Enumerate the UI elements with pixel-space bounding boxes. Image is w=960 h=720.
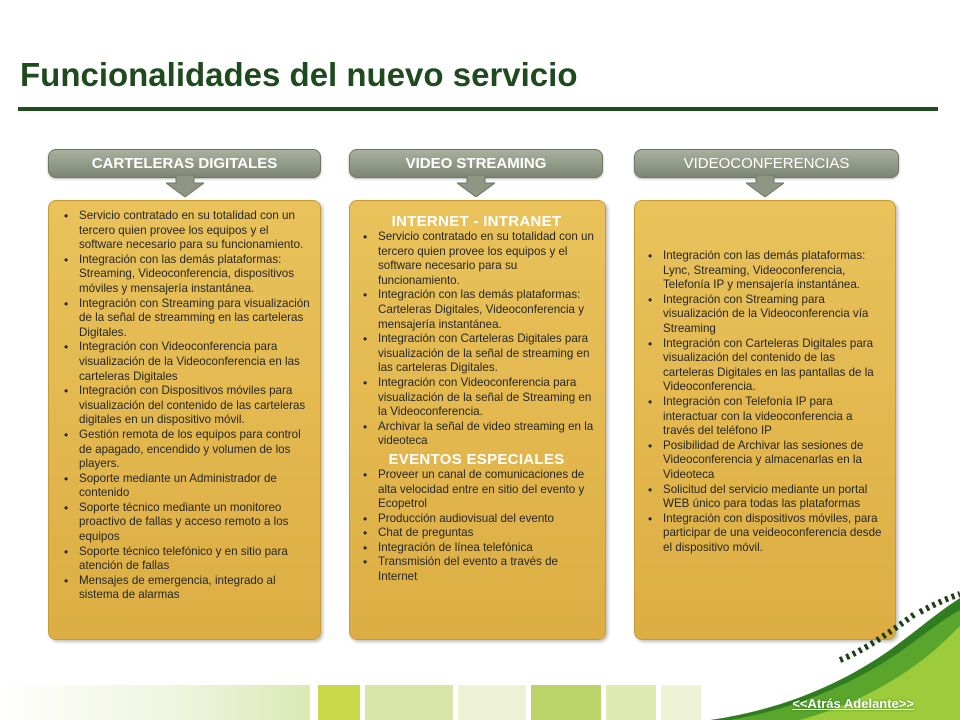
list-item: • Integración con Carteleras Digitales para visualización de la señal de streaming en las carteleras Digitales. bbox=[378, 332, 599, 376]
list-item: • Integración con dispositivos móviles, para participar de una veideoconferencia desde el dispositivo móvil. bbox=[663, 512, 887, 556]
videoconferencias-list bbox=[639, 249, 887, 555]
list-item: • Integración con las demás plataformas: Lync, Streaming, Videoconferencia, Telefonía IP y mensajería instantánea. bbox=[663, 249, 887, 293]
header-videoconferencias: VIDEOCONFERENCIAS bbox=[634, 149, 899, 178]
list-item: • Posibilidad de Archivar las sesiones de Videoconferencia y almacenarlas en la Videoteca bbox=[663, 439, 887, 483]
list-item: • Producción audiovisual del evento bbox=[378, 512, 599, 527]
list-item: • Soporte mediante un Administrador de contenido bbox=[79, 472, 312, 501]
list-item: • Chat de preguntas bbox=[378, 526, 599, 541]
forward-link[interactable]: Adelante>> bbox=[843, 696, 914, 711]
list-item: • Proveer un canal de comunicaciones de alta velocidad entre en sitio del evento y Ecopetrol bbox=[378, 468, 599, 512]
page-title: Funcionalidades del nuevo servicio bbox=[20, 56, 578, 93]
title-divider bbox=[18, 107, 938, 111]
list-item: • Solicitud del servicio mediante un portal WEB único para todas las plataformas bbox=[663, 483, 887, 512]
nav-back-forward-link[interactable] bbox=[792, 696, 914, 711]
arrow-down-icon bbox=[457, 175, 495, 197]
footer-block bbox=[365, 685, 453, 720]
list-item: • Integración con las demás plataformas: Streaming, Videoconferencia, dispositivos móviles y mensajería instantánea. bbox=[79, 253, 312, 297]
list-item: • Integración con las demás plataformas: Carteleras Digitales, Videoconferencia y mensajería instantánea. bbox=[378, 288, 599, 332]
section-title-eventos-especiales: EVENTOS ESPECIALES bbox=[388, 450, 565, 468]
list-item: • Servicio contratado en su totalidad con un tercero quien provee los equipos y el software necesario para su funcionamiento. bbox=[79, 209, 312, 253]
footer-block bbox=[318, 685, 360, 720]
list-item: • Servicio contratado en su totalidad con un tercero quien provee los equipos y el software necesario para su funcionamiento. bbox=[378, 230, 599, 288]
list-item: • Soporte técnico telefónico y en sitio para atención de fallas bbox=[79, 545, 312, 574]
section-title-internet-intranet: INTERNET - INTRANET bbox=[391, 213, 562, 230]
list-item: • Archivar la señal de video streaming en la videoteca bbox=[378, 420, 599, 449]
footer-block bbox=[458, 685, 526, 720]
list-item: • Integración con Videoconferencia para visualización de la señal de Streaming en la Videoconferencia. bbox=[378, 376, 599, 420]
list-item: • Integración de línea telefónica bbox=[378, 541, 599, 556]
arrow-down-icon bbox=[166, 175, 204, 197]
list-item: • Integración con Carteleras Digitales para visualización del contenido de las carteleras Digitales en las pantallas de la Videoconferencia. bbox=[663, 337, 887, 395]
footer-band bbox=[0, 685, 310, 720]
panel-video-streaming bbox=[349, 200, 606, 640]
panel-videoconferencias bbox=[634, 200, 896, 640]
list-item: • Integración con Streaming para visualización de la señal de streamming en las carteleras Digitales. bbox=[79, 297, 312, 341]
list-item: • Gestión remota de los equipos para control de apagado, encendido y volumen de los players. bbox=[79, 428, 312, 472]
list-item: • Transmisión del evento a través de Internet bbox=[378, 555, 599, 584]
internet-intranet-list bbox=[354, 230, 599, 449]
panel-carteleras-digitales bbox=[48, 200, 321, 640]
eventos-especiales-list bbox=[354, 468, 599, 585]
list-item: • Mensajes de emergencia, integrado al sistema de alarmas bbox=[79, 574, 312, 603]
header-video-streaming: VIDEO STREAMING bbox=[349, 149, 603, 178]
list-item: • Soporte técnico mediante un monitoreo proactivo de fallas y acceso remoto a los equipos bbox=[79, 501, 312, 545]
list-item: • Integración con Videoconferencia para visualización de la Videoconferencia en las carteleras Digitales bbox=[79, 340, 312, 384]
footer-block bbox=[531, 685, 601, 720]
back-link[interactable]: <<Atrás bbox=[792, 696, 841, 711]
arrow-down-icon bbox=[746, 175, 784, 197]
list-item: • Integración con Dispositivos móviles para visualización del contenido de las carteleras digitales en un dispositivo móvil. bbox=[79, 384, 312, 428]
carteleras-list bbox=[55, 205, 312, 603]
list-item: • Integración con Telefonía IP para interactuar con la videoconferencia a través del teléfono IP bbox=[663, 395, 887, 439]
list-item: • Integración con Streaming para visualización de la Videoconferencia vía Streaming bbox=[663, 293, 887, 337]
footer-block bbox=[606, 685, 656, 720]
header-carteleras-digitales: CARTELERAS DIGITALES bbox=[48, 149, 321, 178]
